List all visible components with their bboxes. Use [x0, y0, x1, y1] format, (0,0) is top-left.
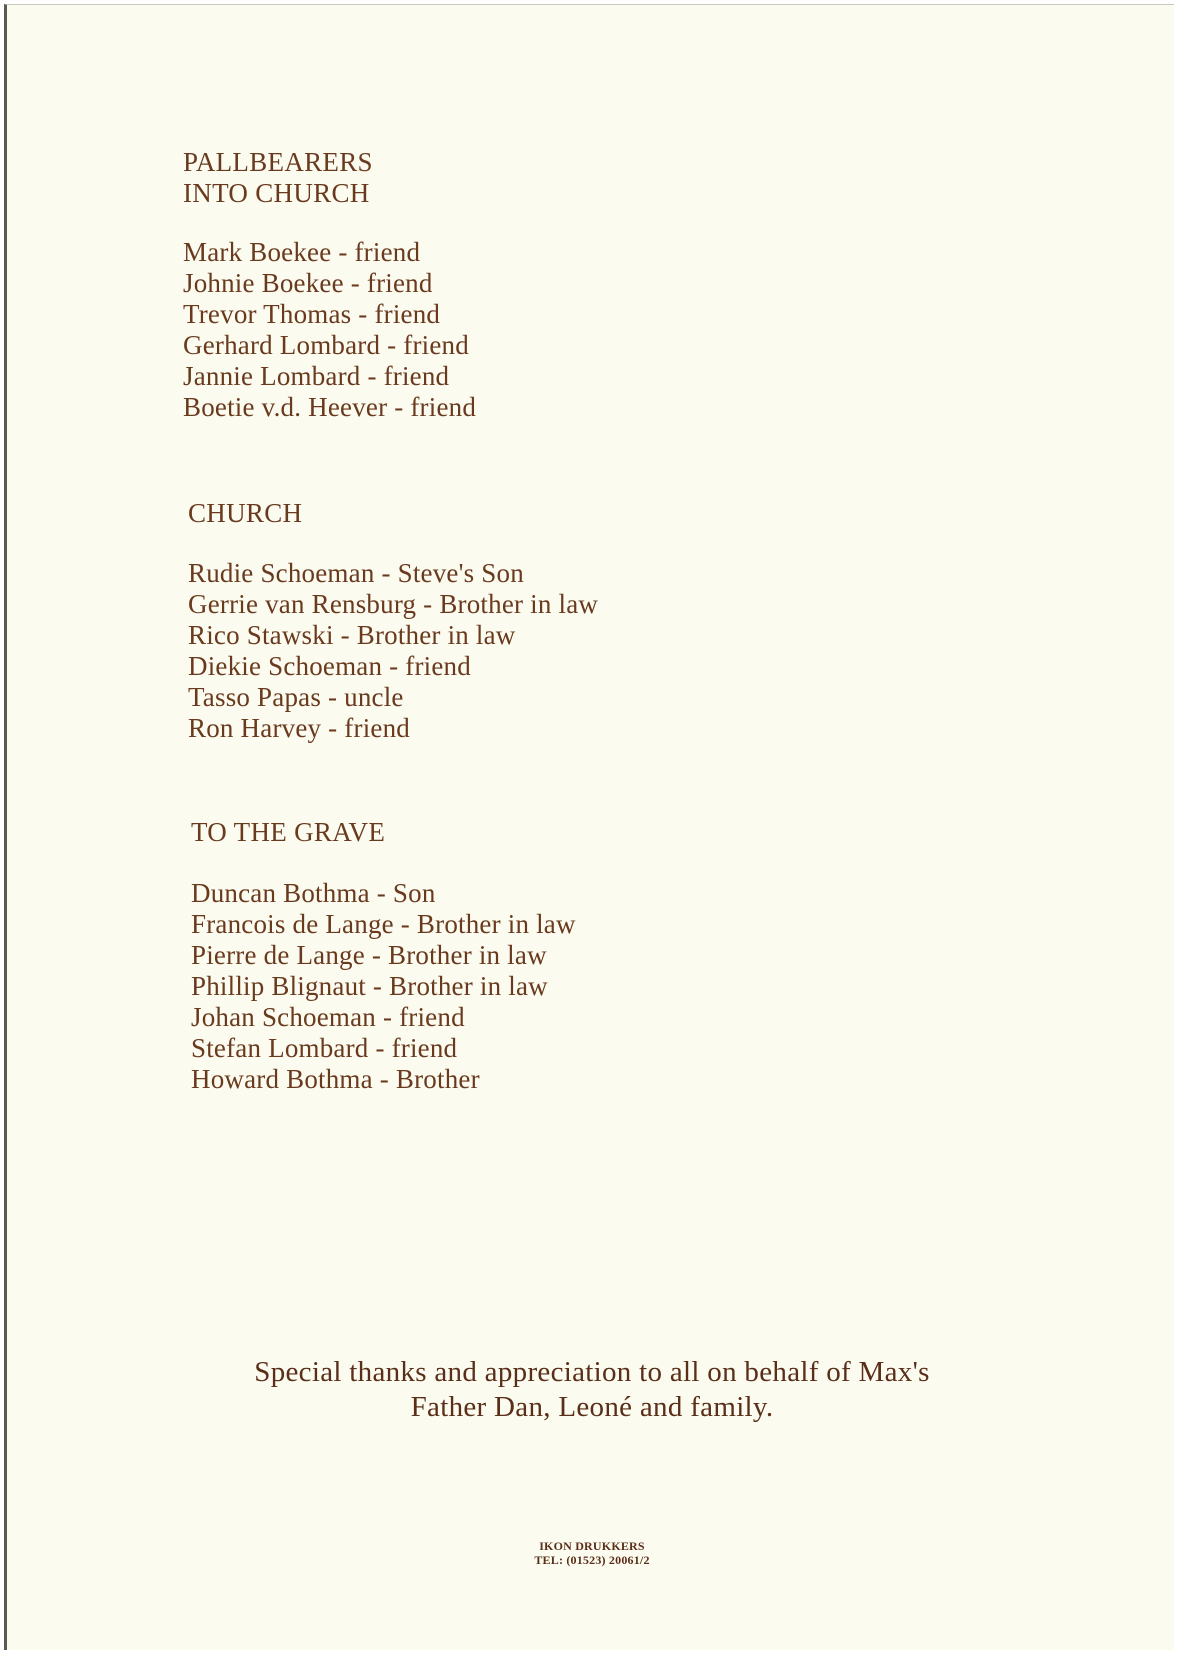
section-pallbearers-into-church	[183, 147, 883, 423]
heading-line: CHURCH	[188, 498, 303, 528]
list-item: Ron Harvey - friend	[188, 713, 410, 743]
list-item: Tasso Papas - uncle	[188, 682, 404, 712]
list-item: Phillip Blignaut - Brother in law	[191, 971, 548, 1001]
section-heading	[183, 147, 883, 209]
pallbearer-list	[183, 237, 883, 423]
list-item: Rudie Schoeman - Steve's Son	[188, 558, 524, 588]
section-heading	[188, 498, 888, 529]
list-item: Francois de Lange - Brother in law	[191, 909, 576, 939]
list-item: Rico Stawski - Brother in law	[188, 620, 516, 650]
list-item: Howard Bothma - Brother	[191, 1064, 480, 1094]
funeral-programme-page	[4, 4, 1174, 1650]
list-item: Stefan Lombard - friend	[191, 1033, 458, 1063]
list-item: Jannie Lombard - friend	[183, 361, 450, 391]
heading-line: INTO CHURCH	[183, 178, 370, 208]
section-church	[188, 498, 888, 744]
section-heading	[191, 817, 891, 848]
list-item: Boetie v.d. Heever - friend	[183, 392, 477, 422]
list-item: Johan Schoeman - friend	[191, 1002, 465, 1032]
list-item: Pierre de Lange - Brother in law	[191, 940, 547, 970]
heading-line: TO THE GRAVE	[191, 817, 386, 847]
list-item: Trevor Thomas - friend	[183, 299, 441, 329]
thanks-line: Father Dan, Leoné and family.	[410, 1391, 774, 1423]
pallbearer-list	[188, 558, 888, 744]
printer-credit	[7, 1539, 1177, 1567]
pallbearer-list	[191, 878, 891, 1095]
thanks-line: Special thanks and appreciation to all on behalf of Max's	[254, 1356, 930, 1388]
list-item: Johnie Boekee - friend	[183, 268, 433, 298]
thanks-message	[7, 1355, 1177, 1425]
printer-name: IKON DRUKKERS	[539, 1539, 645, 1553]
list-item: Diekie Schoeman - friend	[188, 651, 471, 681]
list-item: Duncan Bothma - Son	[191, 878, 436, 908]
list-item: Gerrie van Rensburg - Brother in law	[188, 589, 599, 619]
list-item: Gerhard Lombard - friend	[183, 330, 469, 360]
heading-line: PALLBEARERS	[183, 147, 373, 177]
printer-telephone: TEL: (01523) 20061/2	[534, 1553, 650, 1567]
list-item: Mark Boekee - friend	[183, 237, 421, 267]
section-to-the-grave	[191, 817, 891, 1095]
